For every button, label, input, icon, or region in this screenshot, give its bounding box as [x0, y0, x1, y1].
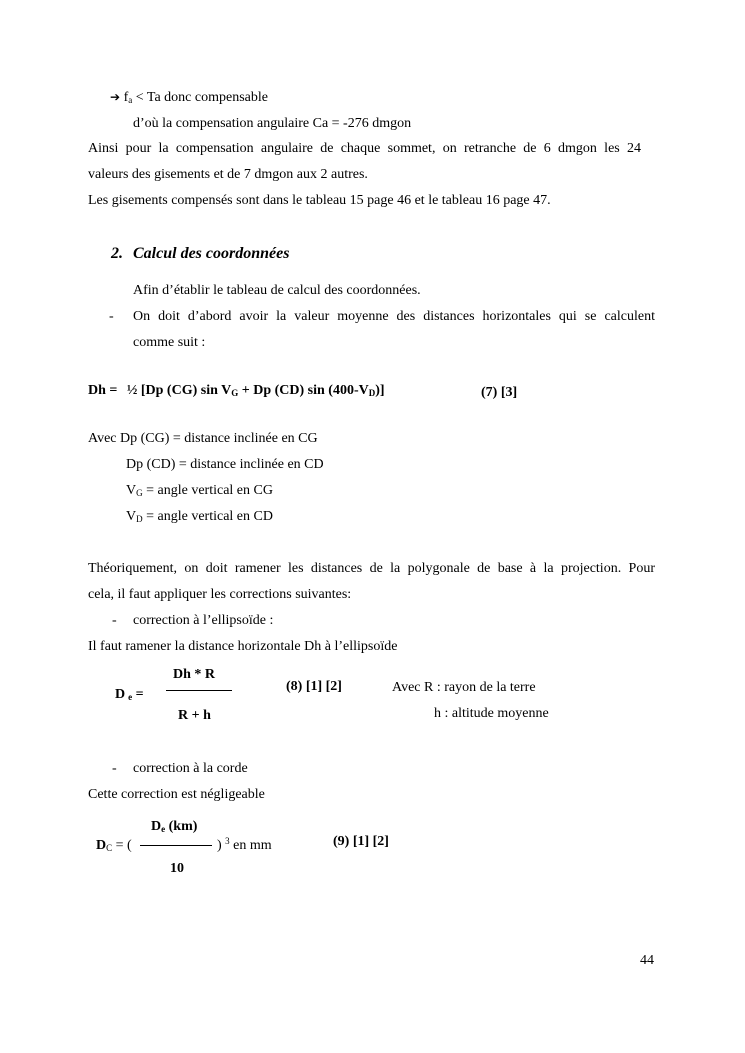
formula-8-note: h : altitude moyenne	[434, 706, 549, 721]
formula-7-reference: (7) [3]	[481, 385, 518, 400]
paragraph-line: Les gisements compensés sont dans le tableau 15 page 46 et le tableau 16 page 47.	[88, 193, 551, 208]
conclusion-text: $f_a < Ta$ donc compensable	[123, 90, 268, 105]
definition-line: $V_D$ = angle vertical en CD	[126, 509, 273, 524]
page-number: 44	[640, 953, 654, 968]
section-heading	[111, 245, 289, 263]
paragraph-line: Il faut ramener la distance horizontale Dh à l’ellipsoïde	[88, 639, 398, 654]
paragraph-line: valeurs des gisements et de 7 dmgon aux 2 autres.	[88, 167, 368, 182]
bullet-text: comme suit :	[133, 335, 206, 350]
bullet-text: correction à l’ellipsoïde :	[133, 613, 274, 628]
arrow-right-icon: ➔	[110, 90, 121, 104]
formula-9-lhs: $D_C$ = (	[96, 838, 132, 853]
formula-9-numerator: $D_e$ (km)	[151, 819, 198, 834]
formula-8-note: Avec R : rayon de la terre	[392, 680, 536, 695]
formula-9-denominator: 10	[170, 861, 184, 876]
definition-line: Avec Dp (CG) = distance inclinée en CG	[88, 431, 318, 446]
formula-9-exponent: ) $^3$ en mm	[217, 836, 272, 853]
fraction-bar	[140, 845, 212, 846]
paragraph-line: cela, il faut appliquer les corrections suivantes:	[88, 587, 352, 602]
heading-title: Calcul des coordonnées	[133, 245, 290, 262]
formula-8-denominator: R + h	[178, 708, 211, 723]
compensation-line: d’où la compensation angulaire Ca = -276 dmgon	[133, 116, 412, 131]
intro-text: Afin d’établir le tableau de calcul des coordonnées.	[133, 283, 421, 298]
conclusion-line	[110, 88, 268, 107]
bullet-dash: -	[112, 613, 117, 628]
formula-8-lhs: D $_e$ =	[115, 687, 144, 702]
definition-line: $V_G$ = angle vertical en CG	[126, 483, 273, 498]
formula-7: Dh = ½ [Dp (CG) $\sin V_G + Dp$ (CD) $\sin (400-V_D)$]	[88, 383, 385, 398]
heading-number: 2.	[111, 245, 123, 262]
fraction-bar	[166, 690, 232, 691]
paragraph-line: Théoriquement, on doit ramener les distances de la polygonale de base à la projection. Pour	[88, 561, 655, 576]
formula-8-numerator: Dh * R	[173, 667, 216, 682]
bullet-text: On doit d’abord avoir la valeur moyenne des distances horizontales qui se calculent	[133, 309, 655, 324]
bullet-text: correction à la corde	[133, 761, 248, 776]
paragraph-line: Cette correction est négligeable	[88, 787, 265, 802]
paragraph-line: Ainsi pour la compensation angulaire de chaque sommet, on retranche de 6 dmgon les 24	[88, 141, 641, 156]
formula-9-reference: (9) [1] [2]	[333, 834, 389, 849]
bullet-dash: -	[109, 309, 114, 324]
definition-line: Dp (CD) = distance inclinée en CD	[126, 457, 324, 472]
formula-8-reference: (8) [1] [2]	[286, 679, 342, 694]
bullet-dash: -	[112, 761, 117, 776]
